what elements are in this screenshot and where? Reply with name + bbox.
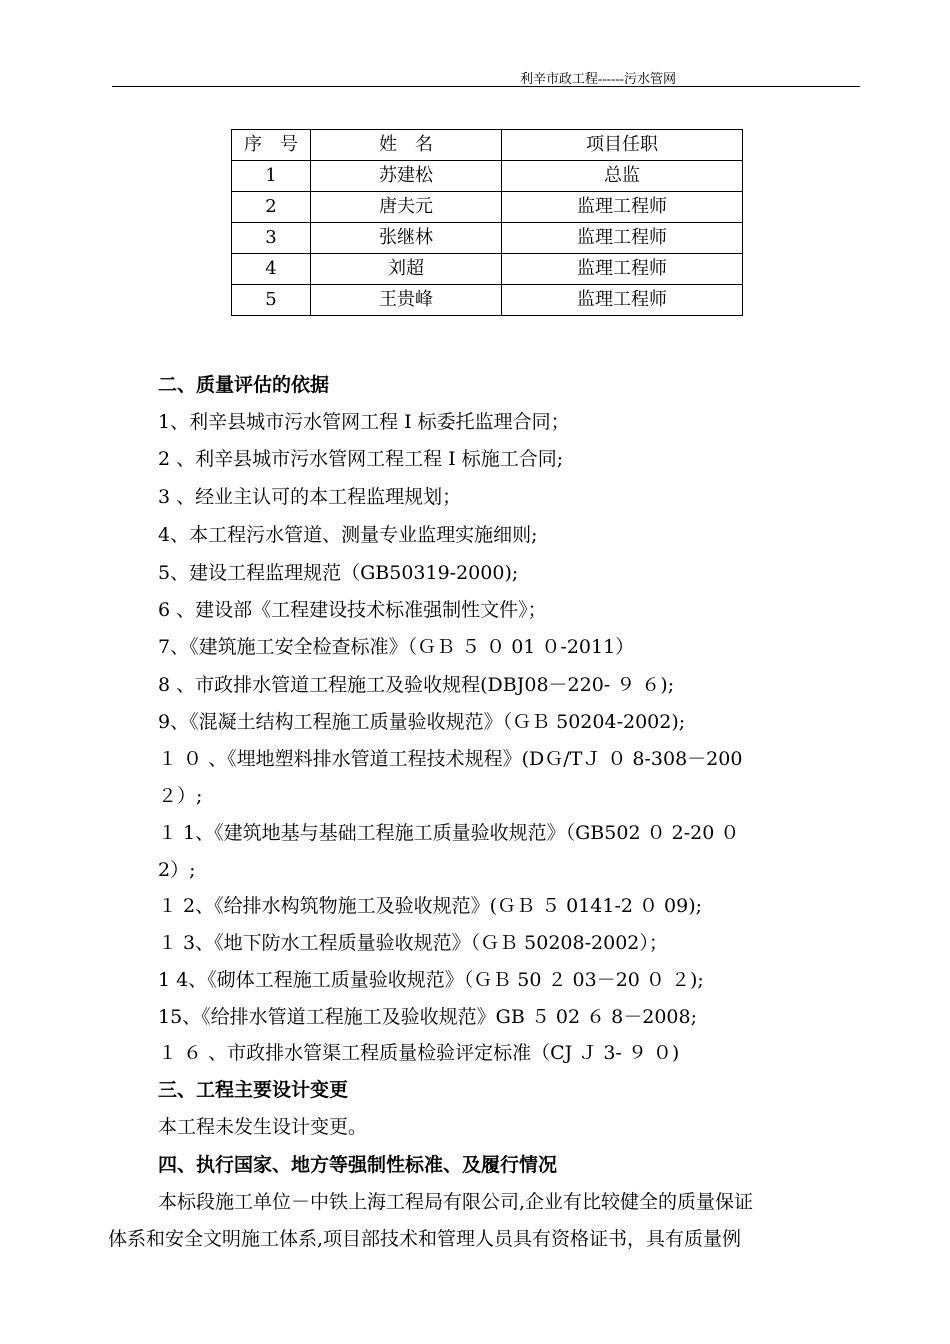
paragraph-line: 体系和安全文明施工体系,项目部技术和管理人员具有资格证书，具有质量例 [108, 1228, 742, 1250]
section-heading: 二、质量评估的依据 [158, 374, 330, 396]
list-item-continuation: 2）; [158, 859, 196, 881]
section-heading: 四、执行国家、地方等强制性标准、及履行情况 [158, 1154, 558, 1176]
header-rule [112, 86, 860, 87]
table-cell: 张继林 [311, 223, 502, 254]
table-row [232, 161, 743, 192]
col-header-name: 姓 名 [311, 130, 502, 161]
table-cell: 苏建松 [311, 161, 502, 192]
table-cell: 刘超 [311, 254, 502, 285]
staff-table [231, 129, 743, 316]
list-item: 9、《混凝土结构工程施工质量验收规范》（ＧＢ 50204-2002); [158, 711, 686, 733]
table-cell: 2 [232, 192, 311, 223]
paragraph-line: 本标段施工单位－中铁上海工程局有限公司,企业有比较健全的质量保证 [158, 1191, 754, 1213]
section-heading: 三、工程主要设计变更 [158, 1079, 349, 1101]
list-item: １ 2、《给排水构筑物施工及验收规范》(ＧＢ ５ 0141-2 ０ 09); [158, 895, 703, 917]
table-cell: 王贵峰 [311, 285, 502, 316]
table-row [232, 223, 743, 254]
col-header-role: 项目任职 [502, 130, 743, 161]
list-item: １ ６ 、市政排水管渠工程质量检验评定标准（CJ Ｊ 3- ９ ０) [158, 1042, 680, 1064]
table-row [232, 285, 743, 316]
list-item-continuation: ２）; [158, 785, 203, 807]
table-cell: 监理工程师 [502, 223, 743, 254]
table-cell: 5 [232, 285, 311, 316]
page-header: 利辛市政工程------污水管网 [520, 71, 676, 86]
list-item: 1 4、《砌体工程施工质量验收规范》（ＧＢ 50 ２ 03－20 ０ ２); [158, 969, 704, 991]
list-item: 6 、建设部《工程建设技术标准强制性文件》； [158, 599, 547, 621]
table-cell: 监理工程师 [502, 254, 743, 285]
table-cell: 4 [232, 254, 311, 285]
list-item: 1、利辛县城市污水管网工程 I 标委托监理合同； [158, 411, 570, 433]
list-item: 15、《给排水管道工程施工及验收规范》GB ５ 02 ６ 8－2008; [158, 1006, 697, 1028]
table-cell: 唐夫元 [311, 192, 502, 223]
list-item: 7、《建筑施工安全检查标准》（ＧＢ ５ ０ 01 ０-2011） [158, 636, 635, 658]
list-item: １ 3、《地下防水工程质量验收规范》（ＧＢ 50208-2002）； [158, 932, 668, 954]
table-cell: 监理工程师 [502, 192, 743, 223]
paragraph: 本工程未发生设计变更。 [158, 1116, 368, 1138]
list-item: 3 、经业主认可的本工程监理规划； [158, 486, 462, 508]
table-row [232, 254, 743, 285]
list-item: 4、本工程污水管道、测量专业监理实施细则; [158, 524, 538, 546]
col-header-number: 序 号 [232, 130, 311, 161]
table-cell: 监理工程师 [502, 285, 743, 316]
list-item: 8 、市政排水管道工程施工及验收规程(DBJ08－220- ９ ６); [158, 674, 675, 696]
list-item: １ 1、《建筑地基与基础工程施工质量验收规范》（GB502 ０ 2-20 ０ [158, 822, 740, 844]
table-row [232, 192, 743, 223]
list-item: 2 、利辛县城市污水管网工程工程 I 标施工合同; [158, 448, 564, 470]
list-item: １ ０ 、《埋地塑料排水管道工程技术规程》(DＧ/TＪ ０ 8-308－200 [158, 748, 743, 770]
table-cell: 3 [232, 223, 311, 254]
list-item: 5、建设工程监理规范（GB50319-2000); [158, 562, 519, 584]
table-cell: 总监 [502, 161, 743, 192]
table-cell: 1 [232, 161, 311, 192]
table-header-row [232, 130, 743, 161]
